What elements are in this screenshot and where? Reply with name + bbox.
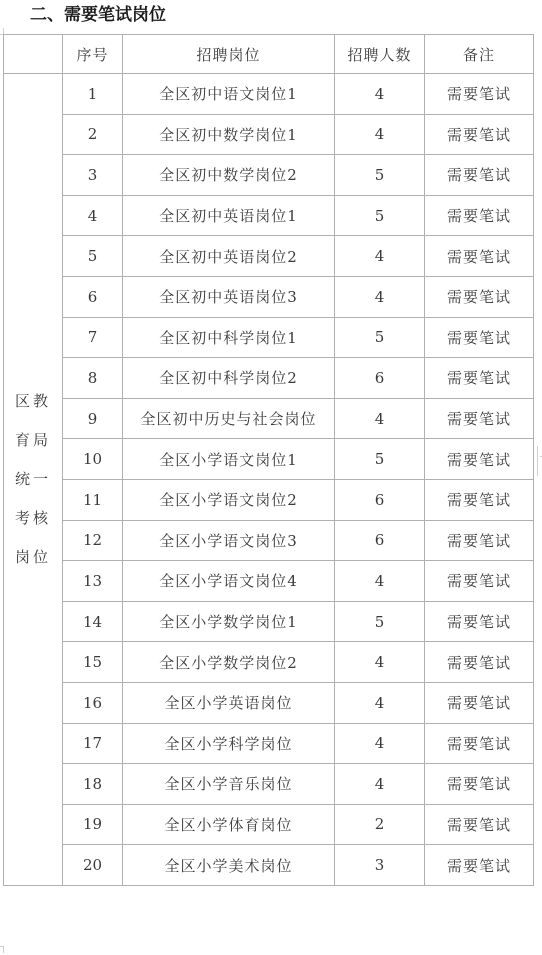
row-count: 6 [335, 358, 425, 399]
row-seq: 3 [63, 155, 123, 196]
row-count: 4 [335, 236, 425, 277]
row-note: 需要笔试 [425, 520, 534, 561]
row-note: 需要笔试 [425, 723, 534, 764]
table-header-row [4, 35, 534, 74]
row-count: 6 [335, 520, 425, 561]
row-position: 全区小学音乐岗位 [123, 764, 335, 805]
row-position: 全区初中语文岗位1 [123, 74, 335, 115]
category-label: 区教育局统一考核岗位 [15, 391, 52, 566]
row-position: 全区小学美术岗位 [123, 845, 335, 886]
category-cell [4, 74, 63, 886]
row-count: 4 [335, 561, 425, 602]
row-seq: 13 [63, 561, 123, 602]
table-row [4, 236, 534, 277]
row-count: 4 [335, 642, 425, 683]
corner-mark-bottom [0, 946, 4, 953]
table-resize-handle[interactable] [537, 446, 542, 476]
row-count: 4 [335, 74, 425, 115]
section-title: 二、需要笔试岗位 [30, 5, 166, 25]
table-row [4, 804, 534, 845]
row-count: 4 [335, 723, 425, 764]
table-row [4, 520, 534, 561]
row-note: 需要笔试 [425, 479, 534, 520]
table-row [4, 114, 534, 155]
row-position: 全区小学英语岗位 [123, 682, 335, 723]
table-row [4, 764, 534, 805]
row-seq: 17 [63, 723, 123, 764]
row-note: 需要笔试 [425, 195, 534, 236]
table-row [4, 439, 534, 480]
header-seq: 序号 [63, 35, 123, 74]
row-count: 5 [335, 601, 425, 642]
table-row [4, 845, 534, 886]
row-note: 需要笔试 [425, 804, 534, 845]
table-row [4, 682, 534, 723]
row-position: 全区初中英语岗位1 [123, 195, 335, 236]
row-seq: 16 [63, 682, 123, 723]
table-row [4, 195, 534, 236]
table-row [4, 723, 534, 764]
row-position: 全区初中数学岗位1 [123, 114, 335, 155]
row-seq: 10 [63, 439, 123, 480]
row-note: 需要笔试 [425, 642, 534, 683]
row-position: 全区初中数学岗位2 [123, 155, 335, 196]
row-note: 需要笔试 [425, 155, 534, 196]
row-seq: 12 [63, 520, 123, 561]
row-note: 需要笔试 [425, 114, 534, 155]
row-count: 4 [335, 764, 425, 805]
table-row [4, 642, 534, 683]
header-count: 招聘人数 [335, 35, 425, 74]
row-count: 5 [335, 317, 425, 358]
row-position: 全区小学体育岗位 [123, 804, 335, 845]
row-count: 4 [335, 114, 425, 155]
row-note: 需要笔试 [425, 561, 534, 602]
row-note: 需要笔试 [425, 317, 534, 358]
row-count: 5 [335, 195, 425, 236]
row-position: 全区小学数学岗位1 [123, 601, 335, 642]
row-position: 全区初中历史与社会岗位 [123, 398, 335, 439]
row-seq: 8 [63, 358, 123, 399]
row-seq: 6 [63, 276, 123, 317]
row-count: 4 [335, 276, 425, 317]
row-position: 全区初中科学岗位1 [123, 317, 335, 358]
table-row [4, 155, 534, 196]
row-count: 4 [335, 398, 425, 439]
row-seq: 9 [63, 398, 123, 439]
table-row [4, 358, 534, 399]
row-count: 2 [335, 804, 425, 845]
row-position: 全区小学数学岗位2 [123, 642, 335, 683]
row-seq: 11 [63, 479, 123, 520]
table-row [4, 317, 534, 358]
table-row [4, 74, 534, 115]
row-note: 需要笔试 [425, 601, 534, 642]
table-row [4, 398, 534, 439]
row-count: 6 [335, 479, 425, 520]
row-seq: 14 [63, 601, 123, 642]
row-seq: 7 [63, 317, 123, 358]
table-row [4, 561, 534, 602]
header-position: 招聘岗位 [123, 35, 335, 74]
row-seq: 5 [63, 236, 123, 277]
table-row [4, 276, 534, 317]
row-seq: 19 [63, 804, 123, 845]
row-seq: 15 [63, 642, 123, 683]
row-position: 全区小学语文岗位1 [123, 439, 335, 480]
row-note: 需要笔试 [425, 276, 534, 317]
row-seq: 18 [63, 764, 123, 805]
table-row [4, 601, 534, 642]
row-seq: 4 [63, 195, 123, 236]
header-category [4, 35, 63, 74]
row-count: 5 [335, 439, 425, 480]
row-note: 需要笔试 [425, 764, 534, 805]
row-note: 需要笔试 [425, 682, 534, 723]
row-note: 需要笔试 [425, 398, 534, 439]
table-body [4, 74, 534, 886]
row-note: 需要笔试 [425, 236, 534, 277]
row-position: 全区初中英语岗位3 [123, 276, 335, 317]
header-note: 备注 [425, 35, 534, 74]
row-position: 全区初中科学岗位2 [123, 358, 335, 399]
row-note: 需要笔试 [425, 845, 534, 886]
row-note: 需要笔试 [425, 358, 534, 399]
row-position: 全区小学语文岗位2 [123, 479, 335, 520]
row-position: 全区小学科学岗位 [123, 723, 335, 764]
row-count: 3 [335, 845, 425, 886]
table-row [4, 479, 534, 520]
row-position: 全区小学语文岗位3 [123, 520, 335, 561]
positions-table [3, 34, 534, 886]
row-count: 4 [335, 682, 425, 723]
row-note: 需要笔试 [425, 74, 534, 115]
row-position: 全区小学语文岗位4 [123, 561, 335, 602]
row-seq: 2 [63, 114, 123, 155]
row-seq: 20 [63, 845, 123, 886]
row-note: 需要笔试 [425, 439, 534, 480]
row-count: 5 [335, 155, 425, 196]
row-seq: 1 [63, 74, 123, 115]
row-position: 全区初中英语岗位2 [123, 236, 335, 277]
